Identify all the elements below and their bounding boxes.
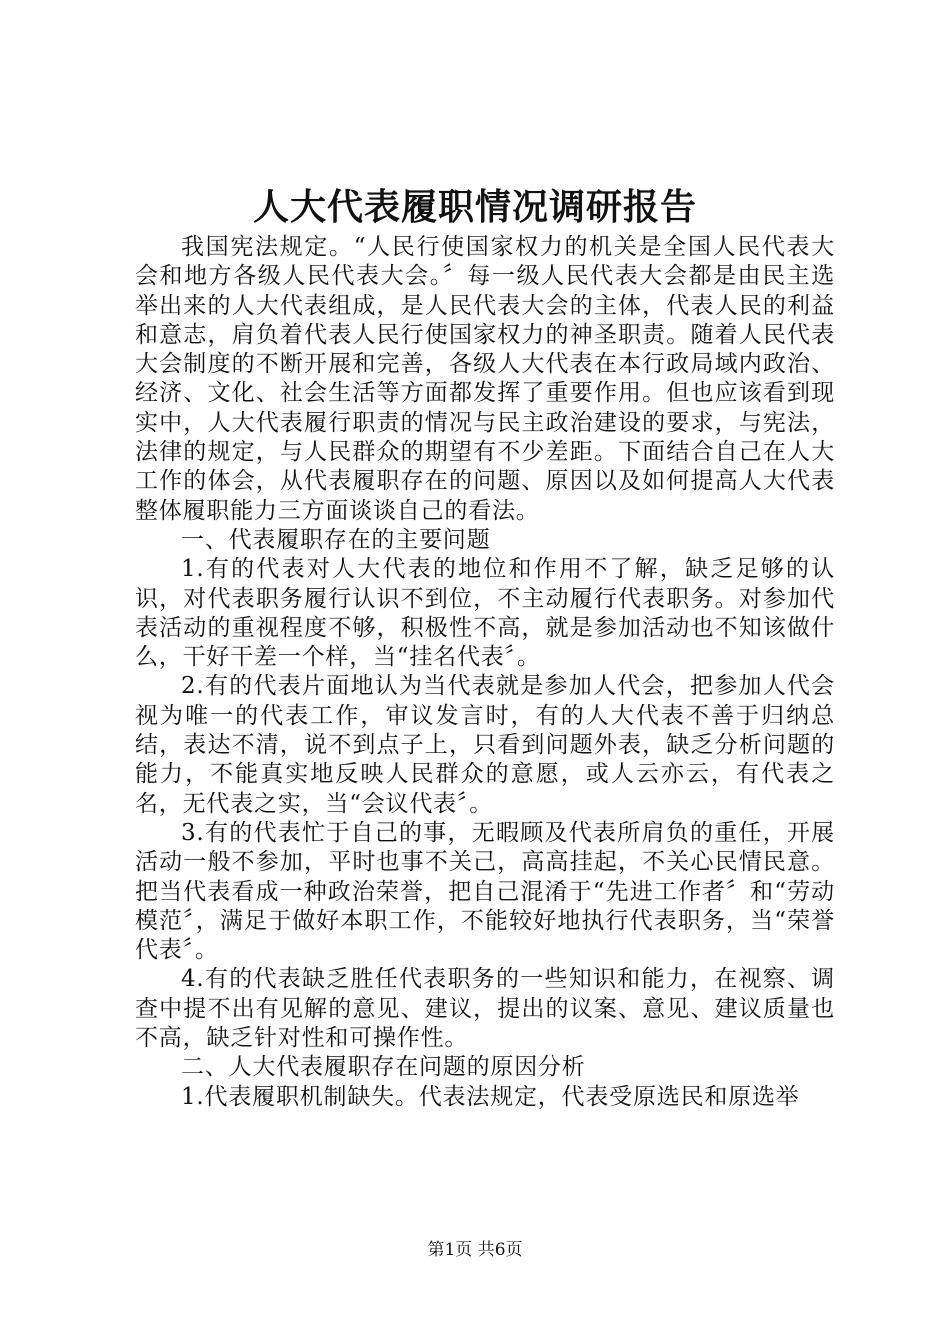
section2-item-1: 1.代表履职机制缺失。代表法规定，代表受原选民和原选举 <box>181 1083 800 1110</box>
document-title: 人大代表履职情况调研报告 <box>252 186 697 228</box>
section-heading-1: 一、代表履职存在的主要问题 <box>181 526 491 553</box>
list-item-2: 2.有的代表片面地认为当代表就是参加人代会，把参加人代会视为唯一的代表工作，审议发言时，有的人大代表不善于归纳总结，表达不清，说不到点子上，只看到问题外表，缺乏分析问题的能力，不能真实地反映人民群众的意愿，或人云亦云，有代表之名，无代表之实，当“会议代表〞。 <box>135 673 835 817</box>
page-number-footer: 第1页 共6页 <box>427 1240 523 1260</box>
intro-paragraph: 我国宪法规定。“人民行使国家权力的机关是全国人民代表大会和地方各级人民代表大会。〞每一级人民代表大会都是由民主选举出来的人大代表组成，是人民代表大会的主体，代表人民的利益和意志，肩负着代表人民行使国家权力的神圣职责。随着人民代表大会制度的不断开展和完善，各级人大代表在本行政局域内政治、经济、文化、社会生活等方面都发挥了重要作用。但也应该看到现实中，人大代表履行职责的情况与民主政治建设的要求，与宪法，法律的规定，与人民群众的期望有不少差距。下面结合自己在人大工作的体会，从代表履职存在的问题、原因以及如何提高人大代表整体履职能力三方面谈谈自己的看法。 <box>135 234 835 524</box>
list-item-4: 4.有的代表缺乏胜任代表职务的一些知识和能力，在视察、调查中提不出有见解的意见、建议，提出的议案、意见、建议质量也不高，缺乏针对性和可操作性。 <box>135 966 835 1052</box>
document-body <box>135 233 835 1112</box>
section-heading-2: 二、人大代表履职存在问题的原因分析 <box>181 1054 586 1081</box>
list-item-1: 1.有的代表对人大代表的地位和作用不了解，缺乏足够的认识，对代表职务履行认识不到位，不主动履行代表职务。对参加代表活动的重视程度不够，积极性不高，就是参加活动也不知该做什么，干好干差一个样，当“挂名代表〞。 <box>135 556 835 671</box>
list-item-3: 3.有的代表忙于自己的事，无暇顾及代表所肩负的重任，开展活动一般不参加，平时也事不关己，高高挂起，不关心民情民意。把当代表看成一种政治荣誉，把自己混淆于“先进工作者〞和“劳动模范〞，满足于做好本职工作，不能较好地执行代表职务，当“荣誉代表〞。 <box>135 819 835 964</box>
